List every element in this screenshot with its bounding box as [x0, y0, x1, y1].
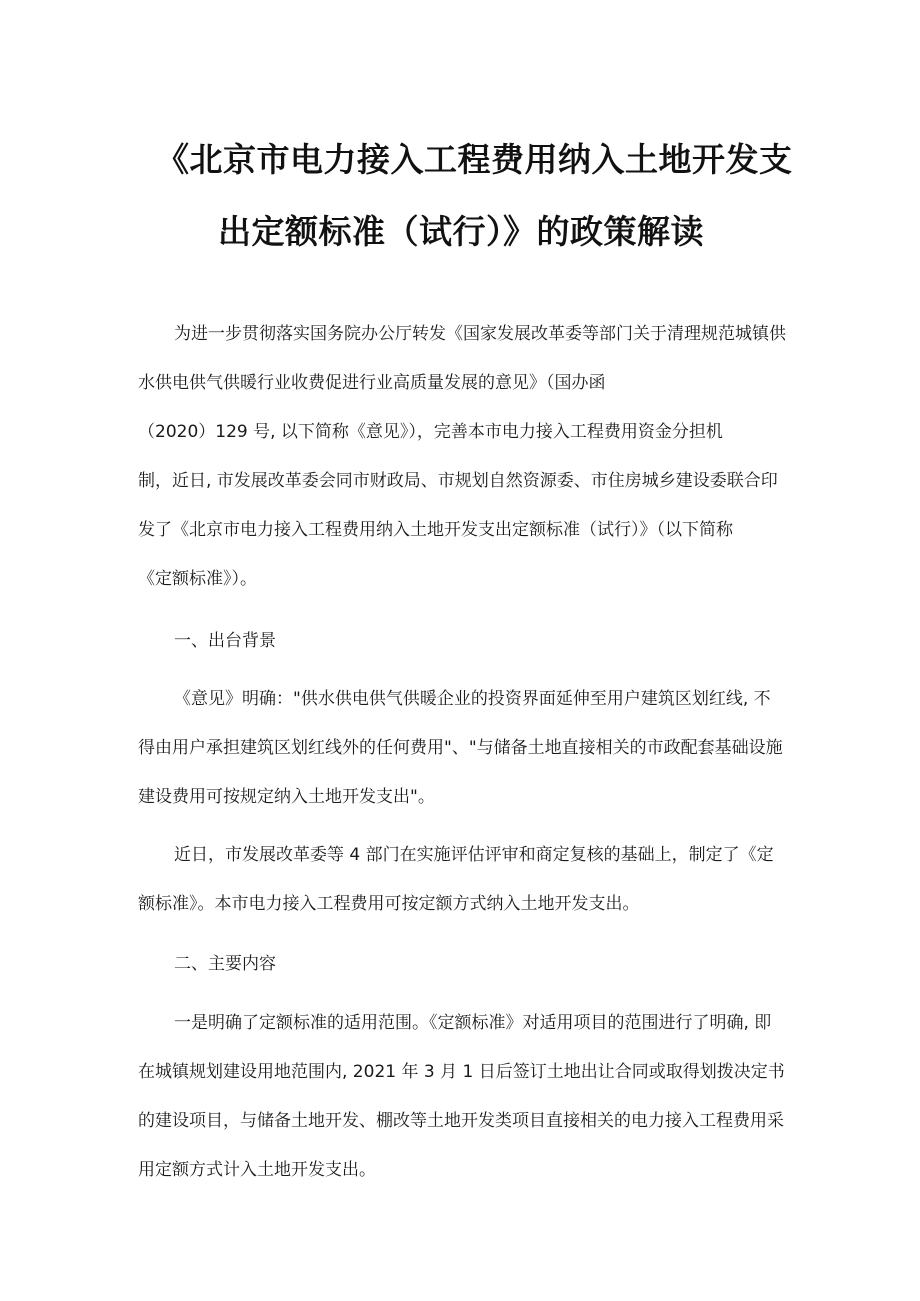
document-title-line-1: 《北京市电力接入工程费用纳入土地开发支 [156, 140, 793, 179]
paragraph-line: 建设费用可按规定纳入土地开发支出"。 [138, 787, 435, 807]
intro-line: 《定额标准》）。 [138, 569, 257, 589]
paragraph-line: 的建设项目，与储备土地开发、棚改等土地开发类项目直接相关的电力接入工程费用采 [138, 1111, 784, 1131]
paragraph-line: 《意见》明确："供水供电供气供暖企业的投资界面延伸至用户建筑区划红线, 不 [174, 689, 771, 709]
paragraph-line: 额标准》。本市电力接入工程费用可按定额方式纳入土地开发支出。 [138, 894, 640, 914]
paragraph-line: 在城镇规划建设用地范围内, 2021 年 3 月 1 日后签订土地出让合同或取得划拨决定书 [138, 1062, 785, 1082]
paragraph-line: 一是明确了定额标准的适用范围。《定额标准》对适用项目的范围进行了明确, 即 [174, 1013, 772, 1033]
intro-line: 发了《北京市电力接入工程费用纳入土地开发支出定额标准（试行）》（以下简称 [138, 520, 733, 540]
paragraph-line: 近日，市发展改革委等 4 部门在实施评估评审和商定复核的基础上，制定了《定 [174, 845, 774, 865]
intro-line: 制，近日, 市发展改革委会同市财政局、市规划自然资源委、市住房城乡建设委联合印 [138, 471, 778, 491]
intro-line: （2020）129 号, 以下简称《意见》），完善本市电力接入工程费用资金分担机 [138, 422, 723, 442]
paragraph-line: 得由用户承担建筑区划红线外的任何费用"、"与储备土地直接相关的市政配套基础设施 [138, 738, 783, 758]
intro-line: 水供电供气供暖行业收费促进行业高质量发展的意见》（国办函 [138, 373, 606, 393]
section-heading-background: 一、出台背景 [174, 631, 276, 651]
section-heading-main-content: 二、主要内容 [174, 954, 276, 974]
document-title-line-2: 出定额标准（试行）》的政策解读 [218, 212, 704, 251]
paragraph-line: 用定额方式计入土地开发支出。 [138, 1160, 376, 1180]
intro-line: 为进一步贯彻落实国务院办公厅转发《国家发展改革委等部门关于清理规范城镇供 [174, 324, 786, 344]
